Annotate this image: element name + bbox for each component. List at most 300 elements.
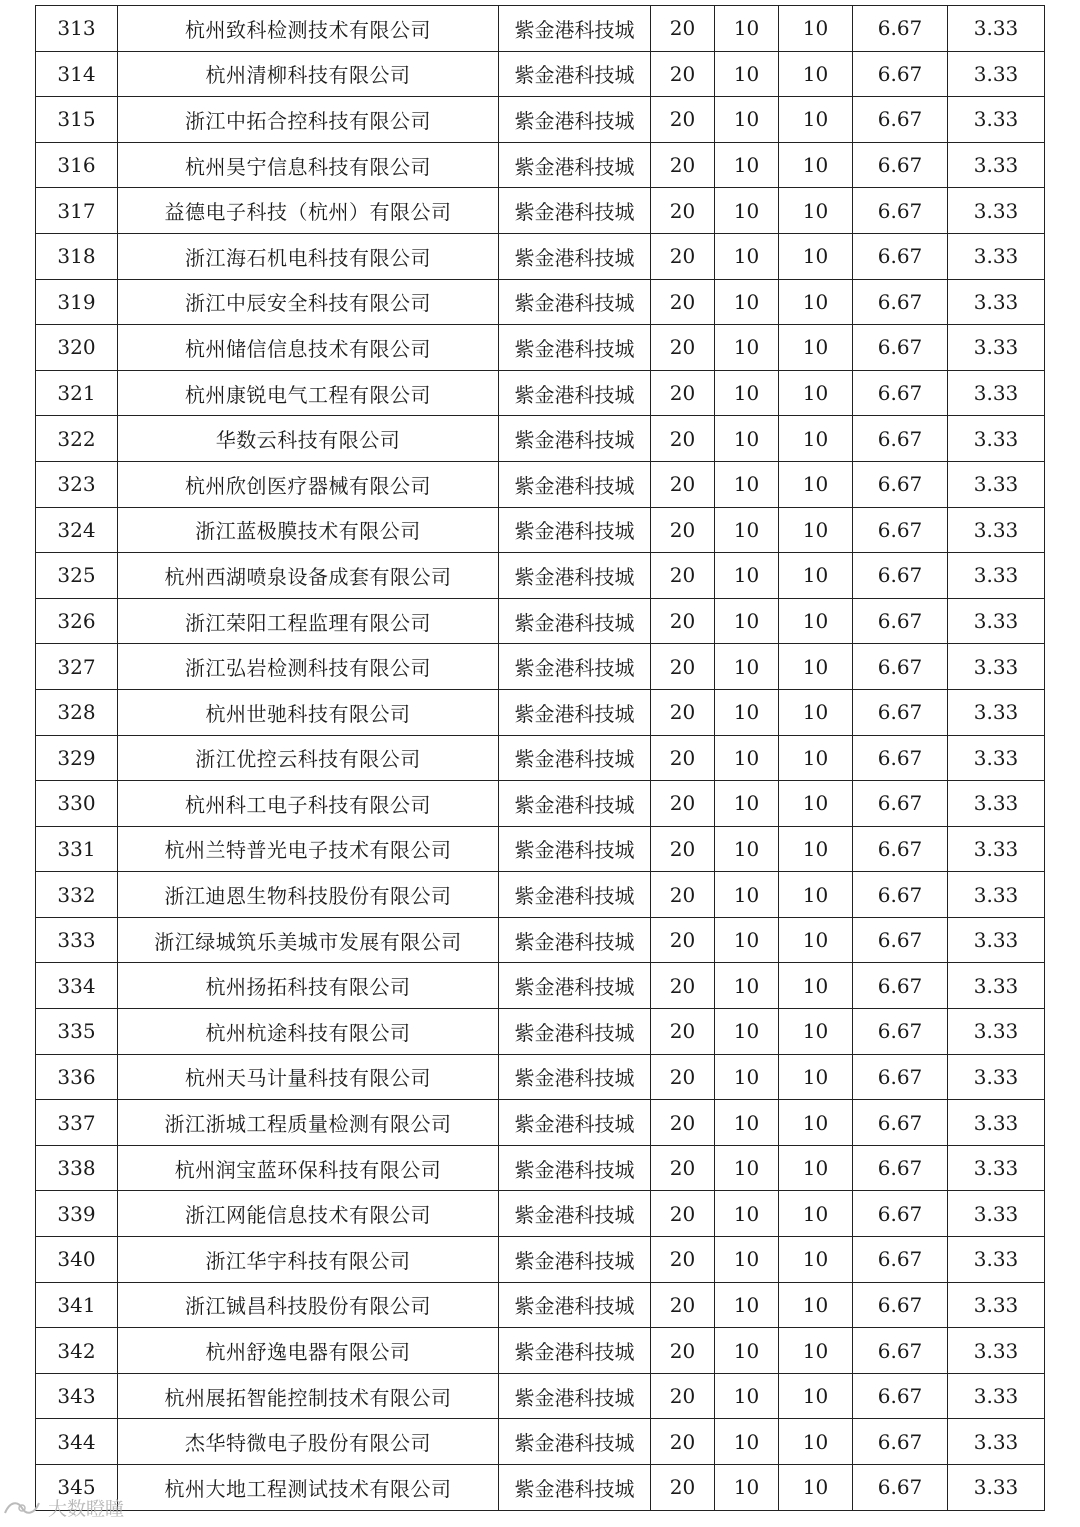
district-cell: 紫金港科技城 — [499, 735, 651, 781]
table-row — [36, 1054, 1045, 1100]
company-name-cell: 杭州西湖喷泉设备成套有限公司 — [118, 553, 499, 599]
table-row — [36, 507, 1045, 553]
company-name-cell: 杭州舒逸电器有限公司 — [118, 1328, 499, 1374]
value-col-3-cell: 10 — [779, 6, 853, 52]
district-cell: 紫金港科技城 — [499, 689, 651, 735]
table-row — [36, 325, 1045, 371]
value-col-5-cell: 3.33 — [948, 1373, 1045, 1419]
value-col-2-cell: 10 — [715, 963, 779, 1009]
value-col-4-cell: 6.67 — [853, 1237, 948, 1283]
value-col-2-cell: 10 — [715, 1237, 779, 1283]
row-number-cell: 324 — [36, 507, 118, 553]
value-col-1-cell: 20 — [651, 1373, 715, 1419]
value-col-3-cell: 10 — [779, 1373, 853, 1419]
table-row — [36, 735, 1045, 781]
value-col-5-cell: 3.33 — [948, 1009, 1045, 1055]
watermark-logo-icon — [2, 1497, 42, 1519]
value-col-5-cell: 3.33 — [948, 370, 1045, 416]
table-body — [36, 6, 1045, 1511]
row-number-cell: 341 — [36, 1282, 118, 1328]
table-row — [36, 872, 1045, 918]
district-cell: 紫金港科技城 — [499, 826, 651, 872]
value-col-1-cell: 20 — [651, 279, 715, 325]
value-col-3-cell: 10 — [779, 188, 853, 234]
value-col-2-cell: 10 — [715, 1191, 779, 1237]
value-col-2-cell: 10 — [715, 370, 779, 416]
value-col-4-cell: 6.67 — [853, 1328, 948, 1374]
value-col-3-cell: 10 — [779, 917, 853, 963]
company-name-cell: 浙江华宇科技有限公司 — [118, 1237, 499, 1283]
value-col-2-cell: 10 — [715, 1282, 779, 1328]
table-row — [36, 1191, 1045, 1237]
district-cell: 紫金港科技城 — [499, 97, 651, 143]
value-col-2-cell: 10 — [715, 325, 779, 371]
value-col-5-cell: 3.33 — [948, 917, 1045, 963]
company-name-cell: 杭州清柳科技有限公司 — [118, 51, 499, 97]
table-row — [36, 1237, 1045, 1283]
company-name-cell: 杭州兰特普光电子技术有限公司 — [118, 826, 499, 872]
district-cell: 紫金港科技城 — [499, 233, 651, 279]
table-row — [36, 51, 1045, 97]
district-cell: 紫金港科技城 — [499, 461, 651, 507]
district-cell: 紫金港科技城 — [499, 507, 651, 553]
row-number-cell: 327 — [36, 644, 118, 690]
district-cell: 紫金港科技城 — [499, 1009, 651, 1055]
company-name-cell: 益德电子科技（杭州）有限公司 — [118, 188, 499, 234]
company-name-cell: 杭州润宝蓝环保科技有限公司 — [118, 1145, 499, 1191]
table-row — [36, 1100, 1045, 1146]
row-number-cell: 337 — [36, 1100, 118, 1146]
value-col-1-cell: 20 — [651, 370, 715, 416]
row-number-cell: 318 — [36, 233, 118, 279]
company-name-cell: 杭州大地工程测试技术有限公司 — [118, 1465, 499, 1511]
value-col-1-cell: 20 — [651, 1009, 715, 1055]
value-col-2-cell: 10 — [715, 872, 779, 918]
company-name-cell: 杭州储信信息技术有限公司 — [118, 325, 499, 371]
value-col-3-cell: 10 — [779, 51, 853, 97]
value-col-3-cell: 10 — [779, 97, 853, 143]
value-col-5-cell: 3.33 — [948, 553, 1045, 599]
district-cell: 紫金港科技城 — [499, 1237, 651, 1283]
district-cell: 紫金港科技城 — [499, 872, 651, 918]
value-col-1-cell: 20 — [651, 188, 715, 234]
value-col-4-cell: 6.67 — [853, 689, 948, 735]
value-col-5-cell: 3.33 — [948, 142, 1045, 188]
value-col-1-cell: 20 — [651, 553, 715, 599]
value-col-3-cell: 10 — [779, 142, 853, 188]
value-col-5-cell: 3.33 — [948, 188, 1045, 234]
row-number-cell: 330 — [36, 781, 118, 827]
value-col-5-cell: 3.33 — [948, 872, 1045, 918]
value-col-4-cell: 6.67 — [853, 826, 948, 872]
row-number-cell: 325 — [36, 553, 118, 599]
district-cell: 紫金港科技城 — [499, 1328, 651, 1374]
value-col-4-cell: 6.67 — [853, 963, 948, 1009]
row-number-cell: 332 — [36, 872, 118, 918]
company-name-cell: 杭州展拓智能控制技术有限公司 — [118, 1373, 499, 1419]
value-col-5-cell: 3.33 — [948, 963, 1045, 1009]
district-cell: 紫金港科技城 — [499, 1419, 651, 1465]
district-cell: 紫金港科技城 — [499, 553, 651, 599]
value-col-5-cell: 3.33 — [948, 1328, 1045, 1374]
watermark — [2, 1494, 124, 1521]
row-number-cell: 329 — [36, 735, 118, 781]
value-col-3-cell: 10 — [779, 370, 853, 416]
value-col-4-cell: 6.67 — [853, 325, 948, 371]
value-col-3-cell: 10 — [779, 233, 853, 279]
value-col-3-cell: 10 — [779, 826, 853, 872]
value-col-4-cell: 6.67 — [853, 1419, 948, 1465]
value-col-3-cell: 10 — [779, 735, 853, 781]
table-row — [36, 1009, 1045, 1055]
value-col-3-cell: 10 — [779, 325, 853, 371]
company-name-cell: 杭州天马计量科技有限公司 — [118, 1054, 499, 1100]
value-col-2-cell: 10 — [715, 507, 779, 553]
value-col-5-cell: 3.33 — [948, 416, 1045, 462]
value-col-3-cell: 10 — [779, 1465, 853, 1511]
value-col-5-cell: 3.33 — [948, 644, 1045, 690]
district-cell: 紫金港科技城 — [499, 917, 651, 963]
value-col-5-cell: 3.33 — [948, 325, 1045, 371]
row-number-cell: 339 — [36, 1191, 118, 1237]
district-cell: 紫金港科技城 — [499, 1191, 651, 1237]
value-col-1-cell: 20 — [651, 826, 715, 872]
district-cell: 紫金港科技城 — [499, 1145, 651, 1191]
table-row — [36, 781, 1045, 827]
value-col-2-cell: 10 — [715, 1054, 779, 1100]
value-col-2-cell: 10 — [715, 416, 779, 462]
value-col-1-cell: 20 — [651, 689, 715, 735]
value-col-2-cell: 10 — [715, 279, 779, 325]
table-row — [36, 416, 1045, 462]
district-cell: 紫金港科技城 — [499, 644, 651, 690]
value-col-3-cell: 10 — [779, 644, 853, 690]
value-col-2-cell: 10 — [715, 781, 779, 827]
district-cell: 紫金港科技城 — [499, 325, 651, 371]
value-col-1-cell: 20 — [651, 735, 715, 781]
company-name-cell: 浙江中辰安全科技有限公司 — [118, 279, 499, 325]
district-cell: 紫金港科技城 — [499, 1054, 651, 1100]
value-col-5-cell: 3.33 — [948, 826, 1045, 872]
subsidy-table — [35, 5, 1045, 1511]
table-row — [36, 826, 1045, 872]
value-col-1-cell: 20 — [651, 416, 715, 462]
value-col-3-cell: 10 — [779, 416, 853, 462]
value-col-3-cell: 10 — [779, 279, 853, 325]
table-row — [36, 644, 1045, 690]
value-col-3-cell: 10 — [779, 1009, 853, 1055]
value-col-5-cell: 3.33 — [948, 233, 1045, 279]
row-number-cell: 335 — [36, 1009, 118, 1055]
district-cell: 紫金港科技城 — [499, 1465, 651, 1511]
value-col-2-cell: 10 — [715, 1145, 779, 1191]
value-col-1-cell: 20 — [651, 51, 715, 97]
company-name-cell: 浙江中拓合控科技有限公司 — [118, 97, 499, 143]
value-col-5-cell: 3.33 — [948, 51, 1045, 97]
value-col-3-cell: 10 — [779, 872, 853, 918]
value-col-5-cell: 3.33 — [948, 507, 1045, 553]
value-col-3-cell: 10 — [779, 1419, 853, 1465]
district-cell: 紫金港科技城 — [499, 1373, 651, 1419]
value-col-5-cell: 3.33 — [948, 1282, 1045, 1328]
value-col-2-cell: 10 — [715, 826, 779, 872]
table-row — [36, 917, 1045, 963]
company-name-cell: 杭州康锐电气工程有限公司 — [118, 370, 499, 416]
value-col-5-cell: 3.33 — [948, 598, 1045, 644]
value-col-1-cell: 20 — [651, 1282, 715, 1328]
value-col-4-cell: 6.67 — [853, 233, 948, 279]
value-col-4-cell: 6.67 — [853, 1100, 948, 1146]
company-name-cell: 浙江迪恩生物科技股份有限公司 — [118, 872, 499, 918]
value-col-4-cell: 6.67 — [853, 461, 948, 507]
value-col-4-cell: 6.67 — [853, 416, 948, 462]
value-col-1-cell: 20 — [651, 1237, 715, 1283]
value-col-2-cell: 10 — [715, 233, 779, 279]
row-number-cell: 328 — [36, 689, 118, 735]
district-cell: 紫金港科技城 — [499, 1100, 651, 1146]
value-col-4-cell: 6.67 — [853, 735, 948, 781]
value-col-3-cell: 10 — [779, 1054, 853, 1100]
value-col-5-cell: 3.33 — [948, 461, 1045, 507]
table-row — [36, 598, 1045, 644]
value-col-4-cell: 6.67 — [853, 1145, 948, 1191]
row-number-cell: 340 — [36, 1237, 118, 1283]
value-col-1-cell: 20 — [651, 1465, 715, 1511]
table-row — [36, 1328, 1045, 1374]
value-col-2-cell: 10 — [715, 1419, 779, 1465]
company-name-cell: 杭州致科检测技术有限公司 — [118, 6, 499, 52]
district-cell: 紫金港科技城 — [499, 142, 651, 188]
value-col-4-cell: 6.67 — [853, 1282, 948, 1328]
value-col-4-cell: 6.67 — [853, 507, 948, 553]
company-name-cell: 浙江铖昌科技股份有限公司 — [118, 1282, 499, 1328]
value-col-1-cell: 20 — [651, 233, 715, 279]
value-col-4-cell: 6.67 — [853, 1191, 948, 1237]
table-row — [36, 142, 1045, 188]
value-col-1-cell: 20 — [651, 1419, 715, 1465]
company-name-cell: 浙江海石机电科技有限公司 — [118, 233, 499, 279]
row-number-cell: 338 — [36, 1145, 118, 1191]
district-cell: 紫金港科技城 — [499, 963, 651, 1009]
value-col-4-cell: 6.67 — [853, 1373, 948, 1419]
value-col-3-cell: 10 — [779, 1145, 853, 1191]
row-number-cell: 321 — [36, 370, 118, 416]
value-col-5-cell: 3.33 — [948, 1191, 1045, 1237]
value-col-2-cell: 10 — [715, 917, 779, 963]
value-col-2-cell: 10 — [715, 188, 779, 234]
value-col-1-cell: 20 — [651, 507, 715, 553]
value-col-2-cell: 10 — [715, 97, 779, 143]
value-col-1-cell: 20 — [651, 644, 715, 690]
value-col-1-cell: 20 — [651, 872, 715, 918]
company-name-cell: 杭州科工电子科技有限公司 — [118, 781, 499, 827]
table-row — [36, 461, 1045, 507]
row-number-cell: 344 — [36, 1419, 118, 1465]
value-col-2-cell: 10 — [715, 1328, 779, 1374]
value-col-1-cell: 20 — [651, 1054, 715, 1100]
company-name-cell: 浙江优控云科技有限公司 — [118, 735, 499, 781]
value-col-4-cell: 6.67 — [853, 598, 948, 644]
row-number-cell: 342 — [36, 1328, 118, 1374]
value-col-5-cell: 3.33 — [948, 689, 1045, 735]
company-name-cell: 浙江荣阳工程监理有限公司 — [118, 598, 499, 644]
value-col-4-cell: 6.67 — [853, 872, 948, 918]
value-col-3-cell: 10 — [779, 689, 853, 735]
value-col-1-cell: 20 — [651, 97, 715, 143]
value-col-3-cell: 10 — [779, 1282, 853, 1328]
district-cell: 紫金港科技城 — [499, 781, 651, 827]
value-col-2-cell: 10 — [715, 1465, 779, 1511]
value-col-1-cell: 20 — [651, 781, 715, 827]
table-row — [36, 279, 1045, 325]
row-number-cell: 336 — [36, 1054, 118, 1100]
company-name-cell: 杭州扬拓科技有限公司 — [118, 963, 499, 1009]
row-number-cell: 315 — [36, 97, 118, 143]
district-cell: 紫金港科技城 — [499, 1282, 651, 1328]
value-col-5-cell: 3.33 — [948, 735, 1045, 781]
value-col-2-cell: 10 — [715, 1100, 779, 1146]
value-col-3-cell: 10 — [779, 553, 853, 599]
company-name-cell: 浙江绿城筑乐美城市发展有限公司 — [118, 917, 499, 963]
value-col-5-cell: 3.33 — [948, 1465, 1045, 1511]
district-cell: 紫金港科技城 — [499, 279, 651, 325]
row-number-cell: 343 — [36, 1373, 118, 1419]
value-col-2-cell: 10 — [715, 1373, 779, 1419]
company-name-cell: 杭州杭途科技有限公司 — [118, 1009, 499, 1055]
value-col-1-cell: 20 — [651, 325, 715, 371]
row-number-cell: 314 — [36, 51, 118, 97]
row-number-cell: 320 — [36, 325, 118, 371]
value-col-4-cell: 6.67 — [853, 6, 948, 52]
value-col-4-cell: 6.67 — [853, 1054, 948, 1100]
value-col-3-cell: 10 — [779, 1100, 853, 1146]
district-cell: 紫金港科技城 — [499, 598, 651, 644]
value-col-5-cell: 3.33 — [948, 1419, 1045, 1465]
company-name-cell: 浙江弘岩检测科技有限公司 — [118, 644, 499, 690]
row-number-cell: 326 — [36, 598, 118, 644]
table-row — [36, 6, 1045, 52]
value-col-4-cell: 6.67 — [853, 51, 948, 97]
value-col-1-cell: 20 — [651, 461, 715, 507]
value-col-1-cell: 20 — [651, 1100, 715, 1146]
table-row — [36, 689, 1045, 735]
value-col-3-cell: 10 — [779, 963, 853, 1009]
value-col-3-cell: 10 — [779, 1191, 853, 1237]
district-cell: 紫金港科技城 — [499, 51, 651, 97]
value-col-2-cell: 10 — [715, 1009, 779, 1055]
company-name-cell: 杰华特微电子股份有限公司 — [118, 1419, 499, 1465]
value-col-4-cell: 6.67 — [853, 781, 948, 827]
row-number-cell: 345 — [36, 1465, 118, 1511]
value-col-4-cell: 6.67 — [853, 917, 948, 963]
district-cell: 紫金港科技城 — [499, 416, 651, 462]
value-col-4-cell: 6.67 — [853, 188, 948, 234]
row-number-cell: 313 — [36, 6, 118, 52]
value-col-2-cell: 10 — [715, 461, 779, 507]
value-col-2-cell: 10 — [715, 689, 779, 735]
row-number-cell: 333 — [36, 917, 118, 963]
company-name-cell: 杭州世驰科技有限公司 — [118, 689, 499, 735]
value-col-5-cell: 3.33 — [948, 1100, 1045, 1146]
value-col-4-cell: 6.67 — [853, 553, 948, 599]
table-row — [36, 1465, 1045, 1511]
table-row — [36, 97, 1045, 143]
value-col-1-cell: 20 — [651, 142, 715, 188]
value-col-1-cell: 20 — [651, 598, 715, 644]
value-col-4-cell: 6.67 — [853, 1465, 948, 1511]
row-number-cell: 322 — [36, 416, 118, 462]
value-col-4-cell: 6.67 — [853, 97, 948, 143]
table-row — [36, 233, 1045, 279]
value-col-5-cell: 3.33 — [948, 97, 1045, 143]
value-col-4-cell: 6.67 — [853, 279, 948, 325]
value-col-5-cell: 3.33 — [948, 6, 1045, 52]
company-name-cell: 浙江浙城工程质量检测有限公司 — [118, 1100, 499, 1146]
row-number-cell: 334 — [36, 963, 118, 1009]
value-col-1-cell: 20 — [651, 917, 715, 963]
value-col-2-cell: 10 — [715, 6, 779, 52]
value-col-4-cell: 6.67 — [853, 370, 948, 416]
value-col-5-cell: 3.33 — [948, 1237, 1045, 1283]
value-col-5-cell: 3.33 — [948, 279, 1045, 325]
value-col-5-cell: 3.33 — [948, 1054, 1045, 1100]
company-name-cell: 杭州欣创医疗器械有限公司 — [118, 461, 499, 507]
value-col-5-cell: 3.33 — [948, 1145, 1045, 1191]
value-col-1-cell: 20 — [651, 1145, 715, 1191]
company-name-cell: 浙江蓝极膜技术有限公司 — [118, 507, 499, 553]
value-col-2-cell: 10 — [715, 142, 779, 188]
value-col-1-cell: 20 — [651, 6, 715, 52]
district-cell: 紫金港科技城 — [499, 6, 651, 52]
row-number-cell: 316 — [36, 142, 118, 188]
company-name-cell: 杭州昊宁信息科技有限公司 — [118, 142, 499, 188]
table-row — [36, 1145, 1045, 1191]
table-row — [36, 1373, 1045, 1419]
value-col-1-cell: 20 — [651, 963, 715, 1009]
value-col-1-cell: 20 — [651, 1191, 715, 1237]
district-cell: 紫金港科技城 — [499, 370, 651, 416]
row-number-cell: 331 — [36, 826, 118, 872]
value-col-4-cell: 6.67 — [853, 142, 948, 188]
value-col-3-cell: 10 — [779, 461, 853, 507]
table-row — [36, 1282, 1045, 1328]
value-col-5-cell: 3.33 — [948, 781, 1045, 827]
district-cell: 紫金港科技城 — [499, 188, 651, 234]
watermark-text: 大数瞪瞳 — [48, 1498, 125, 1520]
value-col-2-cell: 10 — [715, 51, 779, 97]
value-col-3-cell: 10 — [779, 781, 853, 827]
value-col-2-cell: 10 — [715, 598, 779, 644]
row-number-cell: 317 — [36, 188, 118, 234]
value-col-3-cell: 10 — [779, 1328, 853, 1374]
value-col-3-cell: 10 — [779, 1237, 853, 1283]
value-col-4-cell: 6.67 — [853, 1009, 948, 1055]
row-number-cell: 323 — [36, 461, 118, 507]
company-name-cell: 浙江网能信息技术有限公司 — [118, 1191, 499, 1237]
value-col-1-cell: 20 — [651, 1328, 715, 1374]
value-col-2-cell: 10 — [715, 735, 779, 781]
row-number-cell: 319 — [36, 279, 118, 325]
table-row — [36, 963, 1045, 1009]
company-name-cell: 华数云科技有限公司 — [118, 416, 499, 462]
table-row — [36, 370, 1045, 416]
value-col-3-cell: 10 — [779, 507, 853, 553]
value-col-2-cell: 10 — [715, 553, 779, 599]
table-row — [36, 553, 1045, 599]
value-col-2-cell: 10 — [715, 644, 779, 690]
table-row — [36, 188, 1045, 234]
value-col-3-cell: 10 — [779, 598, 853, 644]
